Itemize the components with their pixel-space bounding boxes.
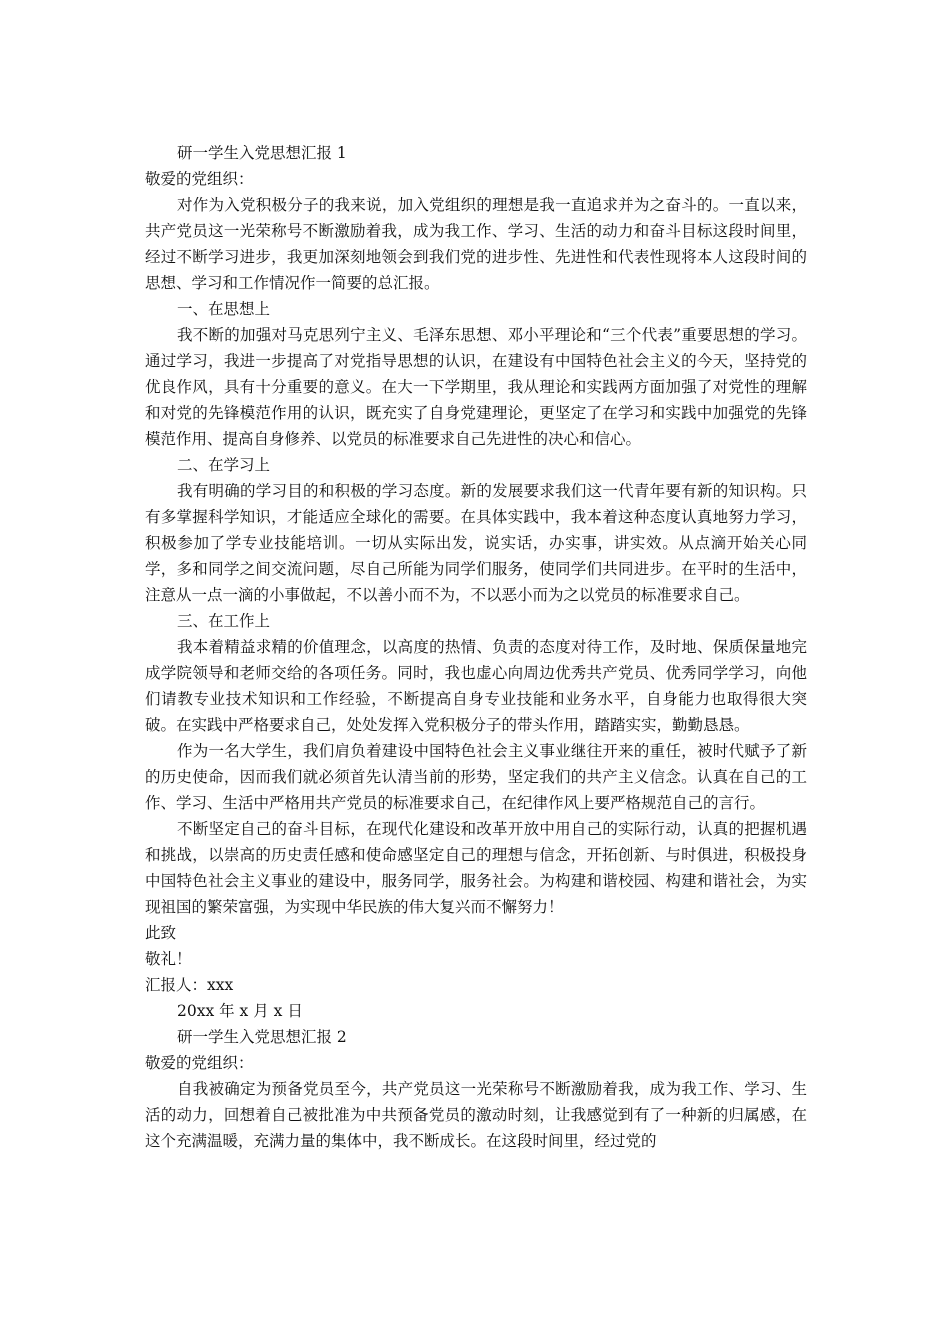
salutation-2: 敬爱的党组织： xyxy=(145,1054,254,1072)
thought-text: 我不断的加强对马克思列宁主义、毛泽东思想、邓小平理论和“三个代表”重要思想的学习。通过学习，我进一步提高了对党指导思想的认识，在建设有中国特色社会主义的今天，坚持党的优良作风，具有十分重要的意义。在大一下学期里，我从理论和实践两方面加强了对党性的理解和对党的先锋模范作用的认识，既充实了自身党建理论，更坚定了在学习和实践中加强党的先锋模范作用、提高自身修养、以党员的标准要求自己先进性的决心和信心。 xyxy=(145,326,807,448)
section-heading-thought: 一、在思想上 xyxy=(177,300,271,318)
reporter-line: 汇报人：xxx xyxy=(145,976,234,994)
report-date: 20xx 年 x 月 x 日 xyxy=(177,1002,303,1020)
closing-regards: 此致 xyxy=(145,924,177,942)
work-text: 我本着精益求精的价值理念，以高度的热情、负责的态度对待工作，及时地、保质保量地完成学院领导和老师交给的各项任务。同时，我也虚心向周边优秀共产党员、优秀同学学习，向他们请教专业技术知识和工作经验，不断提高自身专业技能和业务水平，自身能力也取得很大突破。在实践中严格要求自己，处处发挥入党积极分子的带头作用，踏踏实实，勤勤恳恳。 xyxy=(145,638,807,734)
salutation-1: 敬爱的党组织： xyxy=(145,170,254,188)
student-duty-text: 作为一名大学生，我们肩负着建设中国特色社会主义事业继往开来的重任，被时代赋予了新的历史使命，因而我们就必须首先认清当前的形势，坚定我们的共产主义信念。认真在自己的工作、学习、生活中严格用共产党员的标准要求自己，在纪律作风上要严格规范自己的言行。 xyxy=(145,742,807,812)
study-paragraph xyxy=(145,478,807,608)
thought-paragraph xyxy=(145,322,807,452)
closing-salute: 敬礼！ xyxy=(145,950,192,968)
report-title-1: 研一学生入党思想汇报 1 xyxy=(177,144,347,162)
work-paragraph xyxy=(145,634,807,738)
second-report-text: 自我被确定为预备党员至今，共产党员这一光荣称号不断激励着我，成为我工作、学习、生活的动力，回想着自己被批准为中共预备党员的激动时刻，让我感觉到有了一种新的归属感，在这个充满温暖，充满力量的集体中，我不断成长。在这段时间里，经过党的 xyxy=(145,1080,807,1150)
intro-paragraph xyxy=(145,192,807,296)
section-heading-study: 二、在学习上 xyxy=(177,456,271,474)
intro-text: 对作为入党积极分子的我来说，加入党组织的理想是我一直追求并为之奋斗的。一直以来，共产党员这一光荣称号不断激励着我，成为我工作、学习、生活的动力和奋斗目标这段时间里，经过不断学习进步，我更加深刻地领会到我们党的进步性、先进性和代表性现将本人这段时间的思想、学习和工作情况作一简要的总汇报。 xyxy=(145,196,807,292)
goal-paragraph xyxy=(145,816,807,920)
report-title-2: 研一学生入党思想汇报 2 xyxy=(177,1028,347,1046)
second-report-paragraph xyxy=(145,1076,807,1154)
student-duty-paragraph xyxy=(145,738,807,816)
section-heading-work: 三、在工作上 xyxy=(177,612,271,630)
study-text: 我有明确的学习目的和积极的学习态度。新的发展要求我们这一代青年要有新的知识构。只有多掌握科学知识，才能适应全球化的需要。在具体实践中，我本着这种态度认真地努力学习，积极参加了学专业技能培训。一切从实际出发，说实话，办实事，讲实效。从点滴开始关心同学，多和同学之间交流问题，尽自己所能为同学们服务，使同学们共同进步。在平时的生活中，注意从一点一滴的小事做起，不以善小而不为，不以恶小而为之以党员的标准要求自己。 xyxy=(145,482,807,604)
goal-text: 不断坚定自己的奋斗目标，在现代化建设和改革开放中用自己的实际行动，认真的把握机遇和挑战，以崇高的历史责任感和使命感坚定自己的理想与信念，开拓创新、与时俱进，积极投身中国特色社会主义事业的建设中，服务同学，服务社会。为构建和谐校园、构建和谐社会，为实现祖国的繁荣富强，为实现中华民族的伟大复兴而不懈努力！ xyxy=(145,820,807,916)
document-body xyxy=(145,140,807,1154)
